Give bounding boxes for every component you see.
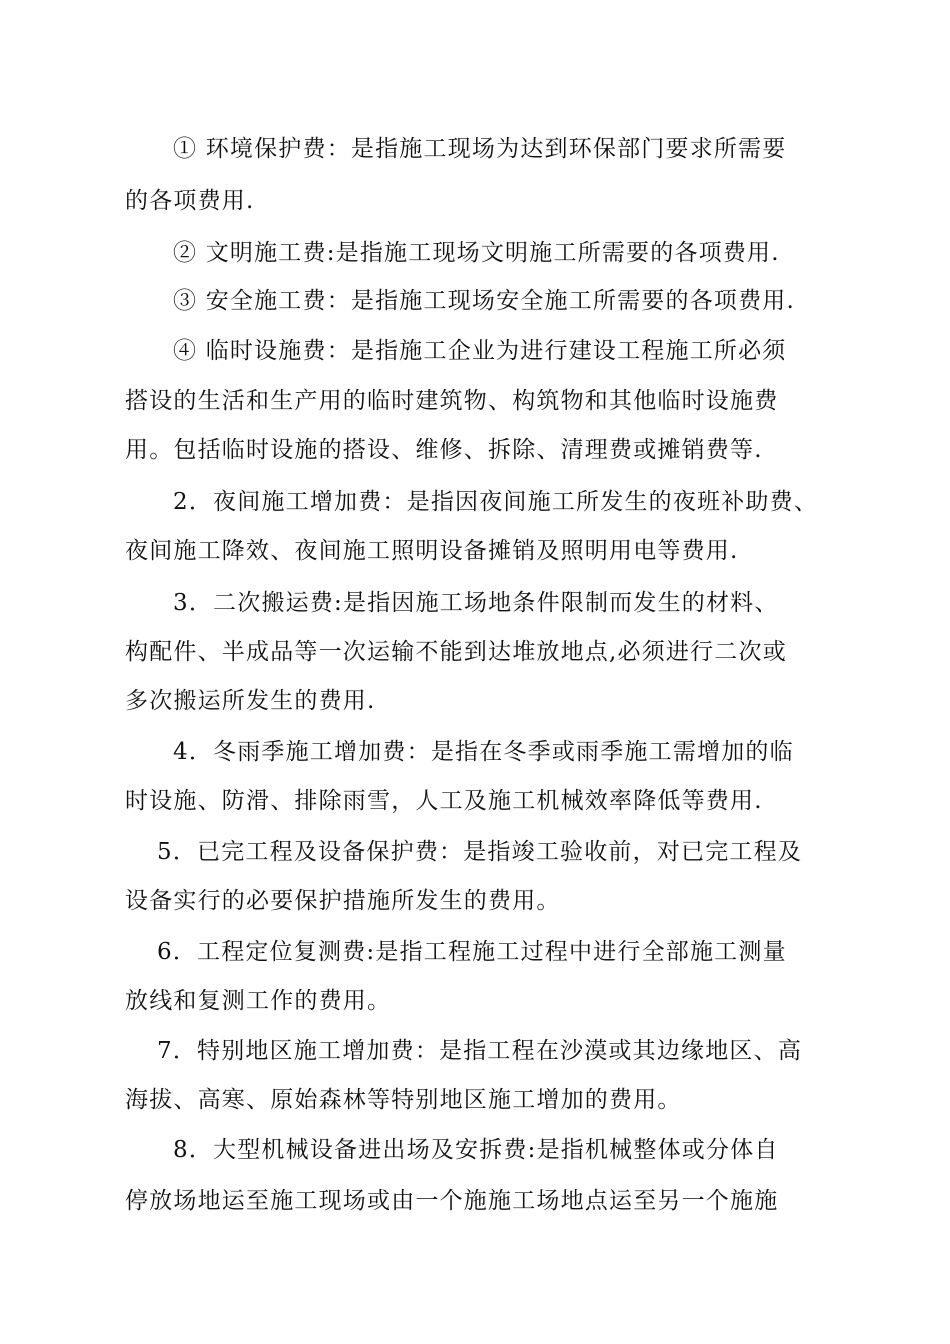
text-line: 构配件、半成品等一次运输不能到达堆放地点,必须进行二次或 <box>125 639 787 665</box>
text-line: 时设施、防滑、排除雨雪，人工及施工机械效率降低等费用. <box>125 788 763 814</box>
text-line: 7．特别地区施工增加费：是指工程在沙漠或其边缘地区、高 <box>157 1038 803 1064</box>
text-line: 夜间施工降效、夜间施工照明设备摊销及照明用电等费用. <box>125 538 739 564</box>
text-line: 2．夜间施工增加费：是指因夜间施工所发生的夜班补助费、 <box>173 489 819 515</box>
text-line: 5．已完工程及设备保护费：是指竣工验收前，对已完工程及 <box>157 839 803 865</box>
text-line: 8．大型机械设备进出场及安拆费:是指机械整体或分体自 <box>173 1137 779 1163</box>
text-line: 3．二次搬运费:是指因施工场地条件限制而发生的材料、 <box>173 590 779 616</box>
text-line: 停放场地运至施工现场或由一个施施工场地点运至另一个施施 <box>125 1188 779 1214</box>
text-line: ② 文明施工费:是指施工现场文明施工所需要的各项费用. <box>173 240 780 266</box>
text-line: 放线和复测工作的费用。 <box>125 988 392 1014</box>
text-line: 6．工程定位复测费:是指工程施工过程中进行全部施工测量 <box>157 939 787 965</box>
text-line: ① 环境保护费：是指施工现场为达到环保部门要求所需要 <box>173 136 787 162</box>
text-line: 的各项费用. <box>125 188 255 214</box>
text-line: ④ 临时设施费：是指施工企业为进行建设工程施工所必须 <box>173 338 787 364</box>
text-line: 4．冬雨季施工增加费：是指在冬季或雨季施工需增加的临 <box>173 739 794 765</box>
text-line: 设备实行的必要保护措施所发生的费用。 <box>125 888 561 914</box>
text-line: ③ 安全施工费：是指施工现场安全施工所需要的各项费用. <box>173 288 796 314</box>
text-line: 搭设的生活和生产用的临时建筑物、构筑物和其他临时设施费 <box>125 388 779 414</box>
text-line: 用。包括临时设施的搭设、维修、拆除、清理费或摊销费等. <box>125 437 763 463</box>
text-line: 海拔、高寒、原始森林等特别地区施工增加的费用。 <box>125 1087 682 1113</box>
text-line: 多次搬运所发生的费用. <box>125 688 376 714</box>
